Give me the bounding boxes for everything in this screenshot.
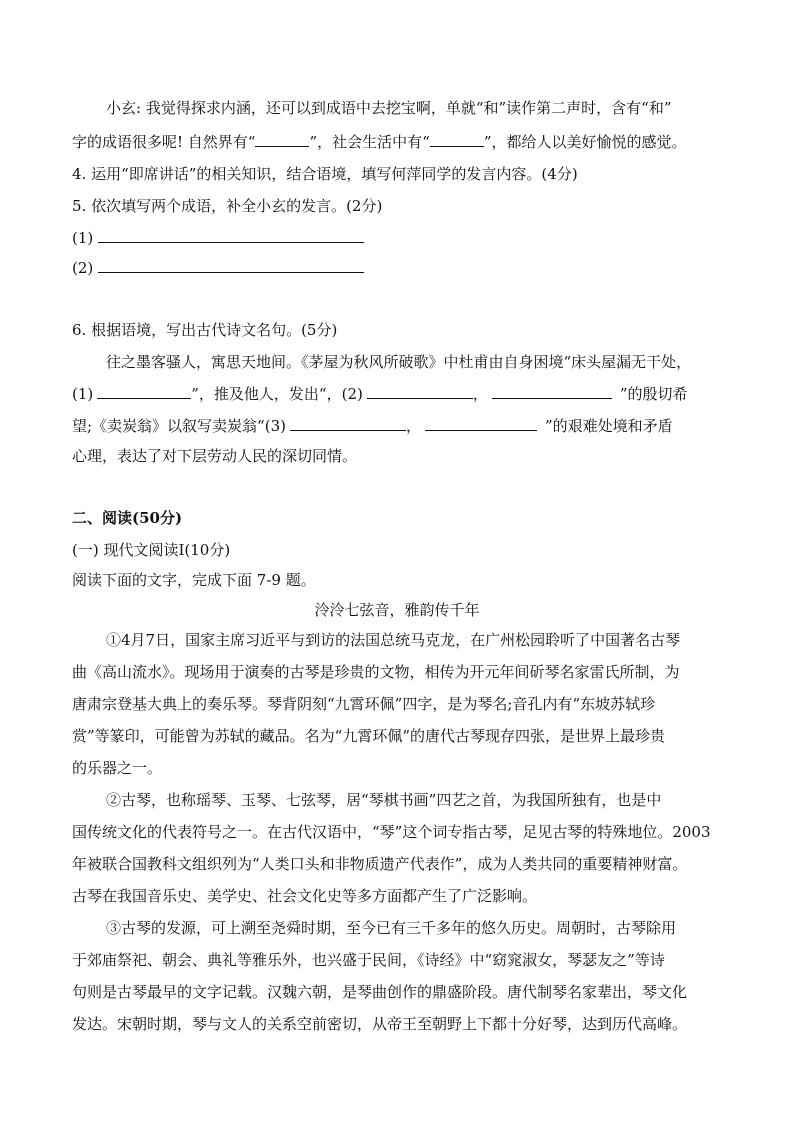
question-6: 6. 根据语境，写出古代诗文名句。(5分) bbox=[72, 321, 338, 339]
article-p3-line: 于郊庙祭祀、朝会、典礼等雅乐外，也兴盛于民间，《诗经》中“窈窕淑女，琴瑟友之”等诗 bbox=[72, 951, 665, 969]
q6-blank-3b[interactable] bbox=[425, 416, 537, 431]
article-p2-line: 国传统文化的代表符号之一。在古代汉语中，“琴”这个词专指古琴，足见古琴的特殊地位。2003 bbox=[72, 823, 711, 841]
article-p1-line: 曲《高山流水》。现场用于演奏的古琴是珍贵的文物，相传为开元年间斫琴名家雷氏所制，为 bbox=[72, 663, 680, 681]
q6-text-3a: 望;《卖炭翁》以叙写卖炭翁“(3) bbox=[72, 417, 286, 435]
q6-text-2b: ”，推及他人，发出“，(2) bbox=[191, 385, 363, 403]
q5-answer-row-2 bbox=[72, 258, 364, 278]
article-p3-line: 发达。宋朝时期，琴与文人的关系空前密切，从帝王至朝野上下都十分好琴，达到历代高峰。 bbox=[72, 1015, 688, 1033]
q5-label-2: (2) bbox=[72, 259, 94, 277]
q6-text-2d: ”的殷切希 bbox=[619, 385, 688, 403]
article-p1-line: 的乐器之一。 bbox=[72, 759, 163, 777]
idiom-blank-society[interactable] bbox=[430, 132, 484, 147]
q6-line-3 bbox=[72, 416, 673, 436]
question-4: 4. 运用“即席讲话”的相关知识，结合语境，填写何萍同学的发言内容。(4分) bbox=[72, 165, 578, 183]
xiaoxuan-text-a: 字的成语很多呢! 自然界有“ bbox=[72, 133, 256, 151]
q6-blank-3a[interactable] bbox=[290, 416, 406, 431]
article-p1-line: ①4月7日，国家主席习近平与到访的法国总统马克龙，在广州松园聆听了中国著名古琴 bbox=[106, 631, 681, 649]
question-5: 5. 依次填写两个成语，补全小玄的发言。(2分) bbox=[72, 197, 383, 215]
q6-line-4: 心理，表达了对下层劳动人民的深切同情。 bbox=[72, 447, 358, 465]
article-p1-line: 赏”等篆印，可能曾为苏轼的藏品。名为“九霄环佩”的唐代古琴现存四张，是世界上最珍贵 bbox=[72, 727, 666, 745]
article-p2-line: ②古琴，也称瑶琴、玉琴、七弦琴，居“琴棋书画”四艺之首，为我国所独有，也是中 bbox=[106, 791, 662, 809]
section-heading: 二、阅读(50分) bbox=[72, 509, 183, 527]
article-title: 泠泠七弦音，雅韵传千年 bbox=[314, 601, 480, 619]
article-p1-line: 唐肃宗登基大典上的奏乐琴。琴背阴刻“九霄环佩”四字，是为琴名;音孔内有“东坡苏轼珍 bbox=[72, 695, 656, 713]
xiaoxuan-line-1: 小玄: 我觉得探求内涵，还可以到成语中去挖宝啊，单就“和”读作第二声时，含有“和” bbox=[106, 99, 672, 117]
xiaoxuan-text-c: ”，都给人以美好愉悦的感觉。 bbox=[483, 133, 687, 151]
q6-line-1: 往之墨客骚人，寓思天地间。《茅屋为秋风所破歌》中杜甫由自身困境“床头屋漏无干处， bbox=[106, 353, 692, 371]
article-p2-line: 古琴在我国音乐史、美学史、社会文化史等多方面都产生了广泛影响。 bbox=[72, 887, 538, 905]
q6-text-3b: ， bbox=[405, 417, 421, 435]
q5-answer-line-2[interactable] bbox=[98, 258, 364, 273]
article-p3-line: 句则是古琴最早的文字记载。汉魏六朝，是琴曲创作的鼎盛阶段。唐代制琴名家辈出，琴文化 bbox=[72, 983, 688, 1001]
idiom-blank-nature[interactable] bbox=[255, 132, 309, 147]
q6-blank-1[interactable] bbox=[97, 384, 191, 399]
xiaoxuan-line-2 bbox=[72, 132, 686, 152]
q6-label-1: (1) bbox=[72, 385, 94, 403]
q5-answer-line-1[interactable] bbox=[98, 228, 364, 243]
q6-text-2c: ， bbox=[472, 385, 488, 403]
q5-answer-row-1 bbox=[72, 228, 364, 248]
q6-blank-2a[interactable] bbox=[367, 384, 473, 399]
q6-text-3c: ”的艰难处境和矛盾 bbox=[545, 417, 673, 435]
article-p2-line: 年被联合国教科文组织列为“人类口头和非物质遗产代表作”，成为人类共同的重要精神财富。 bbox=[72, 855, 688, 873]
xiaoxuan-text-b: ”，社会生活中有“ bbox=[309, 133, 430, 151]
q6-blank-2b[interactable] bbox=[492, 384, 612, 399]
q5-label-1: (1) bbox=[72, 229, 94, 247]
q6-line-2 bbox=[72, 384, 688, 404]
reading-instruction: 阅读下面的文字，完成下面 7-9 题。 bbox=[72, 571, 316, 589]
section-subheading: (一) 现代文阅读Ⅰ(10分) bbox=[72, 541, 231, 559]
article-p3-line: ③古琴的发源，可上溯至尧舜时期，至今已有三千多年的悠久历史。周朝时，古琴除用 bbox=[106, 919, 677, 937]
